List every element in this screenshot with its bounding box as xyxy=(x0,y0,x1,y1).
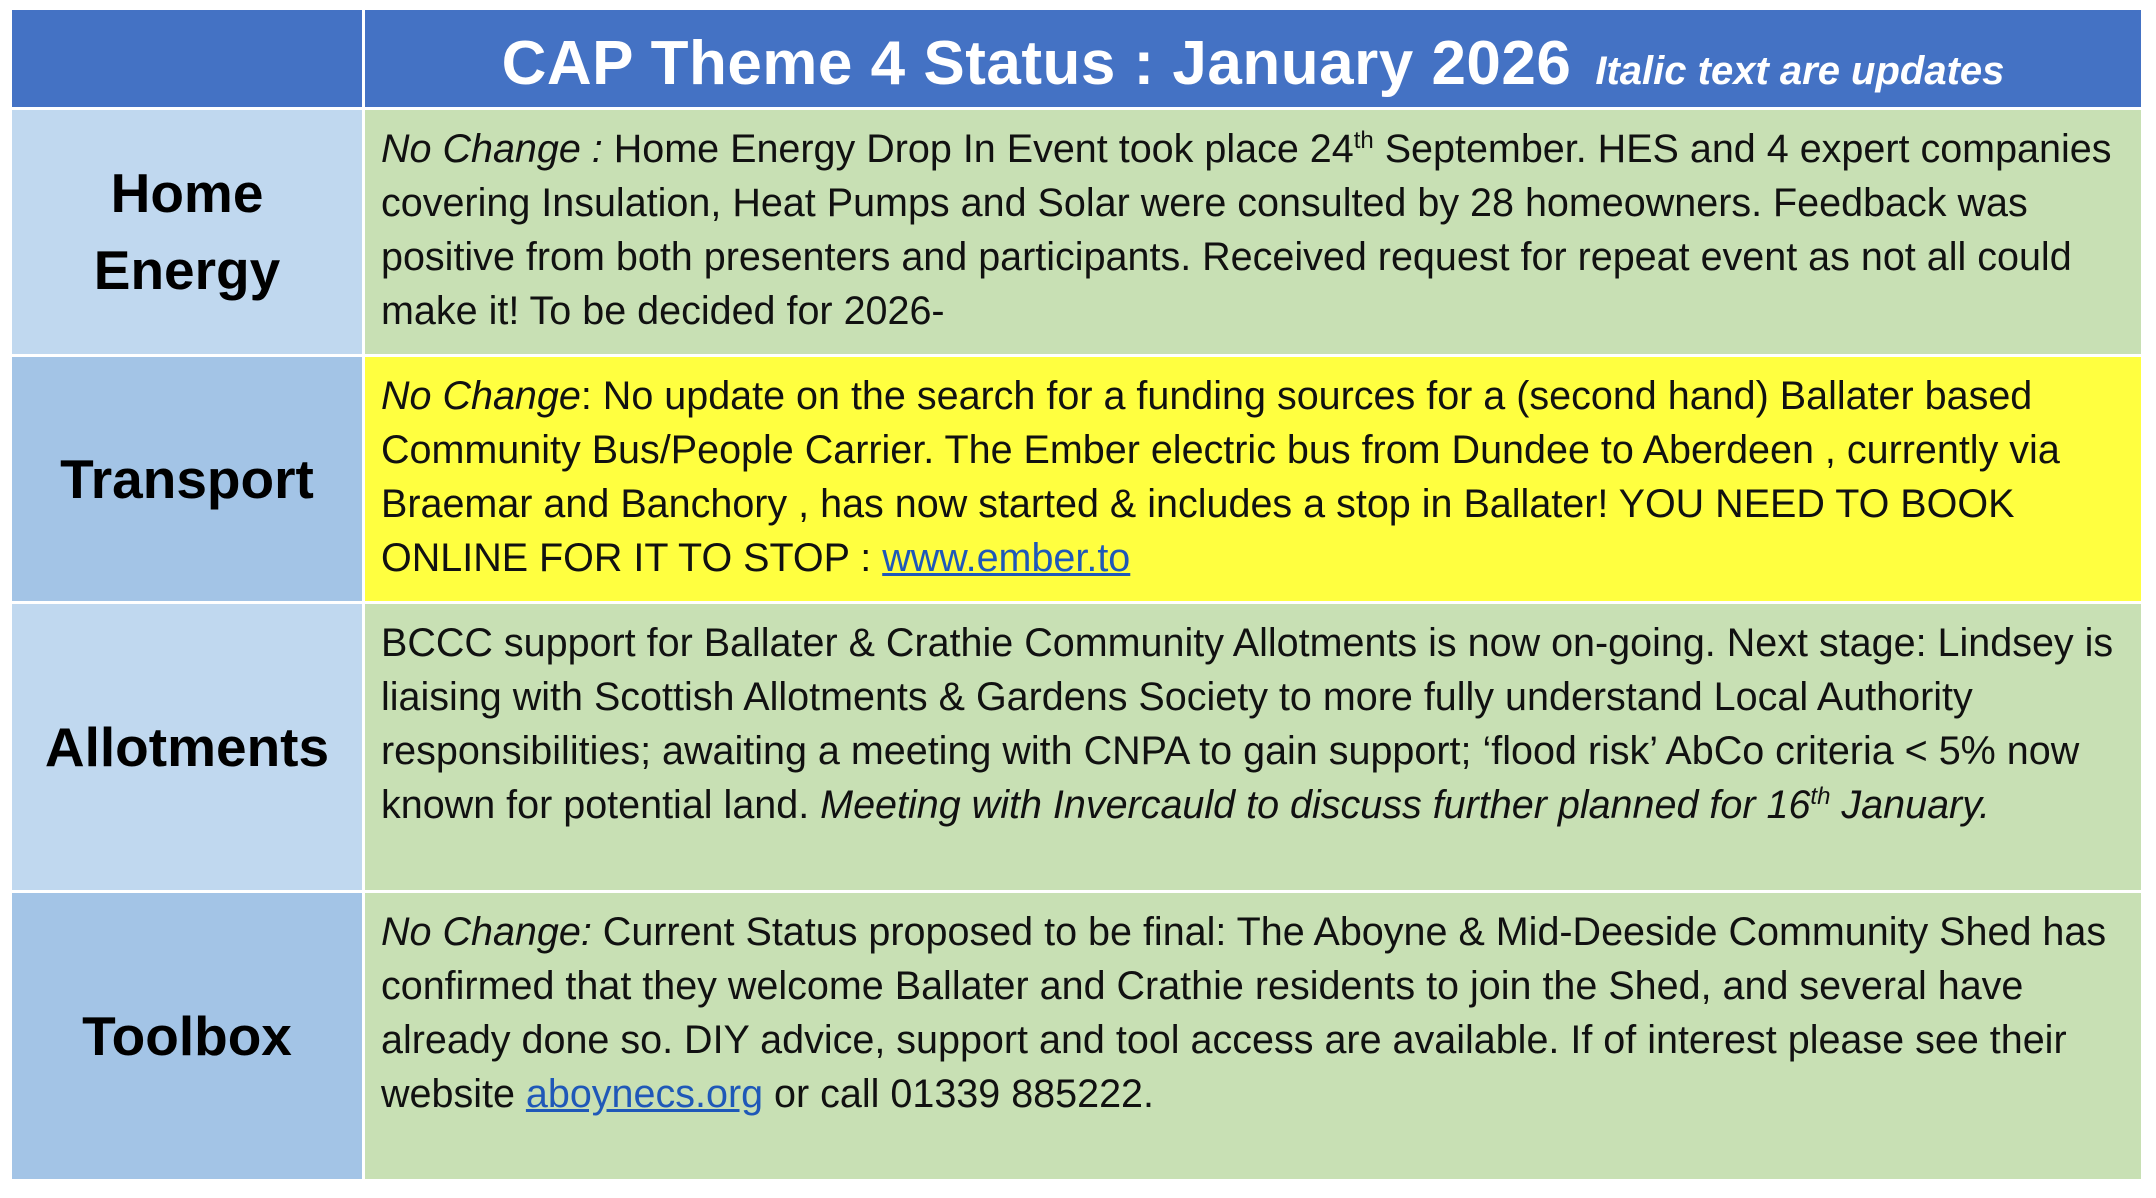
ember-link[interactable]: www.ember.to xyxy=(882,536,1131,580)
status-text: : No update on the search for a funding sources for a (second hand) Ballater based Community Bus/People Carrier. The Ember electric bus from Dundee to Aberdeen , currently via Braemar and Banchory , has now started & includes a stop in Ballater! YOU NEED TO BOOK ONLINE FOR IT TO STOP : xyxy=(381,374,2060,580)
page-title: CAP Theme 4 Status : January 2026 xyxy=(501,29,1572,98)
row-label-toolbox xyxy=(12,893,365,1182)
status-prefix: No Change : xyxy=(381,127,603,171)
ordinal-suffix: th xyxy=(1353,126,1374,154)
header-title-cell xyxy=(365,10,2144,110)
status-prefix: No Change xyxy=(381,374,581,418)
row-content-allotments xyxy=(365,604,2144,893)
row-label-text: Toolbox xyxy=(82,1004,292,1067)
status-text: BCCC support for Ballater & Crathie Community Allotments is now on-going. Next stage: Lindsey is liaising with Scottish Allotments & Gardens Society to more fully understand Local Authority responsibilities; awaiting a meeting with CNPA to gain support; ‘flood risk’ AbCo criteria < 5% now known for potential land. xyxy=(381,621,2114,827)
status-text: September. HES and 4 expert companies covering Insulation, Heat Pumps and Solar were consulted by 28 homeowners. Feedback was positive from both presenters and participants. Received request for repeat event as not all could make it! To be decided for 2026- xyxy=(381,127,2112,333)
row-label-text: Allotments xyxy=(44,715,330,778)
ordinal-suffix: th xyxy=(1810,782,1831,810)
aboynecs-link[interactable]: aboynecs.org xyxy=(525,1072,764,1116)
header-blank-cell xyxy=(12,10,365,110)
update-text: Meeting with Invercauld to discuss further planned for 16 xyxy=(820,783,1811,827)
row-content-transport xyxy=(365,357,2144,604)
row-label-line: Home xyxy=(110,162,264,224)
page-subtitle: Italic text are updates xyxy=(1595,49,2005,93)
row-label-line: Energy xyxy=(93,239,281,301)
row-content-toolbox xyxy=(365,893,2144,1182)
row-label-home-energy xyxy=(12,110,365,357)
row-content-home-energy xyxy=(365,110,2144,357)
row-label-text: Transport xyxy=(60,447,314,510)
row-label-allotments xyxy=(12,604,365,893)
status-prefix: No Change: xyxy=(381,910,592,954)
status-text: Current Status proposed to be final: The Aboyne & Mid-Deeside Community Shed has confirmed that they welcome Ballater and Crathie residents to join the Shed, and several have already done so. DIY advice, support and tool access are available. If of interest please see their website xyxy=(381,910,2107,1116)
status-text: Home Energy Drop In Event took place 24 xyxy=(602,127,1354,171)
status-text: or call 01339 885222. xyxy=(763,1072,1154,1116)
update-text: January. xyxy=(1830,783,1990,827)
status-table xyxy=(12,10,2144,1182)
row-label-transport xyxy=(12,357,365,604)
